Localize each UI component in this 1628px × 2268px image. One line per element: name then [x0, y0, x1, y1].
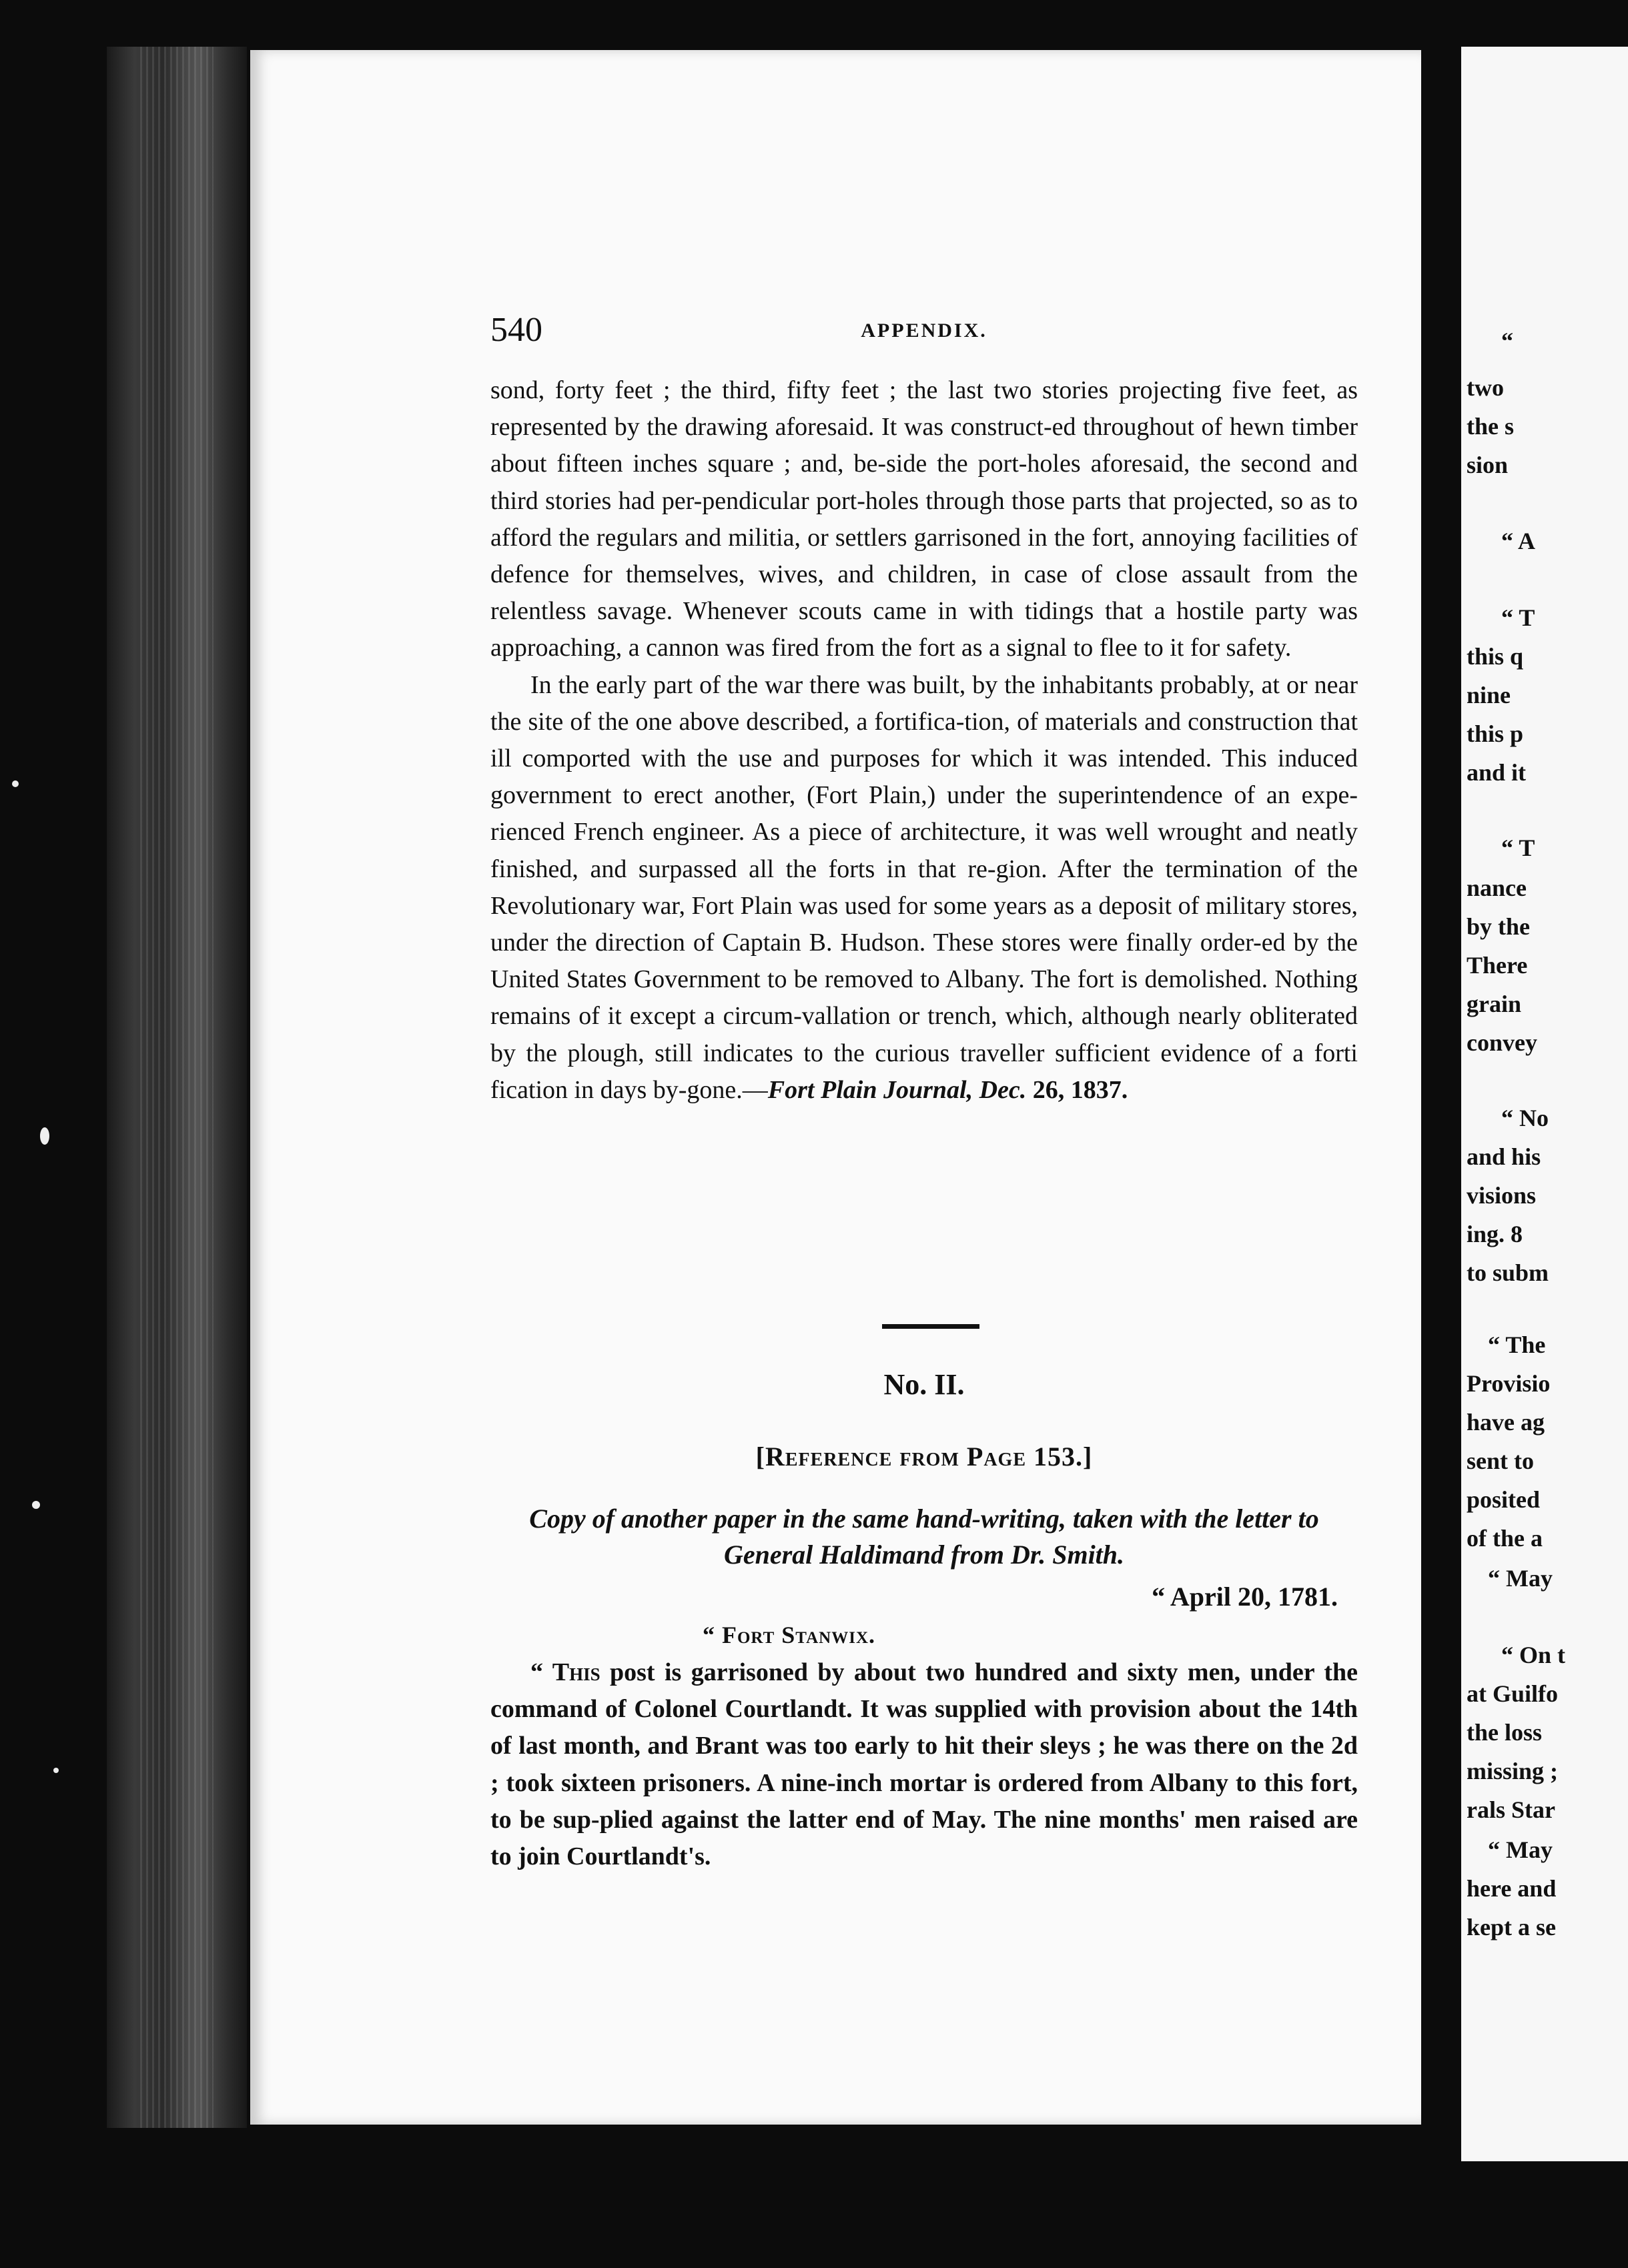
- facing-page-line: rals Star: [1467, 1796, 1555, 1823]
- page-edges: [140, 47, 214, 2128]
- document-caption: [490, 1501, 1358, 1573]
- source-citation: Fort Plain Journal, Dec.: [767, 1075, 1027, 1104]
- paragraph: sond, forty feet ; the third, fifty feet ; the last two stories projecting five feet, as represented by the drawing aforesaid. It was construct-ed throughout of hewn timber about fifteen inches square ; and, be-side the port-holes aforesaid, the second and third stories had per-pendicular port-holes through those parts that projected, so as to afford the regulars and militia, or settlers garrisoned in the fort, annoying facilities of defence for themselves, wives, and children, in case of close assault from the relentless savage. Whenever scouts came in with tidings that a hostile party was approaching, a cannon was fired from the fort as a signal to flee to it for safety.: [490, 376, 1358, 662]
- facing-page-line: “ T: [1501, 834, 1535, 861]
- caption-line: Copy of another paper in the same hand-writing, taken with the letter to: [529, 1504, 1319, 1534]
- scan-speck: [12, 780, 19, 787]
- facing-page-line: “ No: [1501, 1105, 1549, 1131]
- letter-place: “ Fort Stanwix.: [703, 1622, 876, 1648]
- paragraph-text: In the early part of the war there was built, by the inhabitants probably, at or near the site of the one above described, a fortifica-tion, of materials and construction that ill comported with the use and purposes for which it was intended. This induced government to erect another, (Fort Plain,) under the superintendence of an expe-rienced French engineer. As a piece of architecture, it was well wrought and neatly finished, and surpassed all the forts in that re-gion. After the termination of the Revolutionary war, Fort Plain was used for some years as a deposit of military stores, under the direction of Captain B. Hudson. These stores were finally order-ed by the United States Government to be removed to Albany. The fort is demolished. Nothing remains of it except a circum-vallation or trench, which, although nearly obliterated by the plough, still indicates to the curious traveller sufficient evidence of a forti fication in days by-gone.—: [490, 670, 1358, 1104]
- facing-page-line: sion: [1467, 452, 1509, 478]
- facing-page-line: have ag: [1467, 1409, 1545, 1436]
- facing-page: [1461, 47, 1628, 2161]
- facing-page-line: “ T: [1501, 604, 1535, 631]
- facing-page-line: missing ;: [1467, 1758, 1559, 1784]
- facing-page-line: “ On t: [1501, 1642, 1566, 1668]
- facing-page-line: “ May: [1488, 1836, 1553, 1863]
- facing-page-line: Provisio: [1467, 1370, 1551, 1397]
- section-number: No. II.: [883, 1368, 965, 1401]
- caption-line: General Haldimand from Dr. Smith.: [723, 1540, 1125, 1570]
- paragraph-text: post is garrisoned by about two hundred and sixty men, under the command of Colonel Courtlandt. It was supplied with provision about the 14th of last month, and Brant was too early to hit their sleys ; he was there on the 2d ; took sixteen prisoners. A nine-inch mortar is ordered from Albany to this fort, to be sup-plied against the latter end of May. The nine months' men raised are to join Courtlandt's.: [490, 1658, 1358, 1871]
- facing-page-line: convey: [1467, 1029, 1537, 1056]
- facing-page-line: visions: [1467, 1182, 1537, 1209]
- page-number: 540: [490, 311, 542, 349]
- facing-page-line: posited: [1467, 1486, 1541, 1513]
- letter-opening: “ This: [530, 1658, 600, 1686]
- facing-page-line: and it: [1467, 759, 1527, 786]
- source-date: 26, 1837.: [1026, 1075, 1128, 1104]
- scan-speck: [32, 1501, 40, 1509]
- facing-page-line: the s: [1467, 413, 1514, 440]
- facing-page-line: “ A: [1501, 528, 1536, 554]
- scan-speck: [40, 1127, 49, 1145]
- facing-page-line: the loss: [1467, 1719, 1543, 1746]
- section-divider: [882, 1324, 979, 1329]
- page-reference: [Reference from Page 153.]: [755, 1442, 1093, 1472]
- first-section-body: [490, 372, 1358, 1109]
- facing-page-line: grain: [1467, 991, 1522, 1017]
- facing-page-line: “ The: [1488, 1331, 1546, 1358]
- facing-page-line: sent to: [1467, 1448, 1534, 1474]
- facing-page-line: kept a se: [1467, 1914, 1556, 1940]
- facing-page-line: of the a: [1467, 1525, 1543, 1552]
- facing-page-line: at Guilfo: [1467, 1680, 1559, 1707]
- facing-page-line: “ May: [1488, 1565, 1553, 1592]
- letter-date: “ April 20, 1781.: [1152, 1582, 1338, 1612]
- scan-speck: [53, 1768, 59, 1773]
- facing-page-line: here and: [1467, 1875, 1557, 1902]
- facing-page-line: There: [1467, 952, 1528, 979]
- paragraph: [490, 1654, 1358, 1875]
- running-head: [490, 310, 1358, 357]
- facing-page-line: this p: [1467, 720, 1524, 747]
- facing-page-line: two: [1467, 374, 1504, 401]
- facing-page-line: nance: [1467, 875, 1527, 901]
- facing-page-line: ing. 8: [1467, 1221, 1523, 1247]
- facing-page-line: this q: [1467, 643, 1524, 670]
- facing-page-line: nine: [1467, 682, 1511, 708]
- paragraph: [490, 667, 1358, 1109]
- facing-page-line: by the: [1467, 913, 1531, 940]
- facing-page-line: to subm: [1467, 1259, 1549, 1286]
- facing-page-line: “: [1501, 328, 1513, 354]
- running-head-title: APPENDIX.: [861, 320, 987, 342]
- facing-page-line: and his: [1467, 1143, 1541, 1170]
- letter-body: [490, 1654, 1358, 1875]
